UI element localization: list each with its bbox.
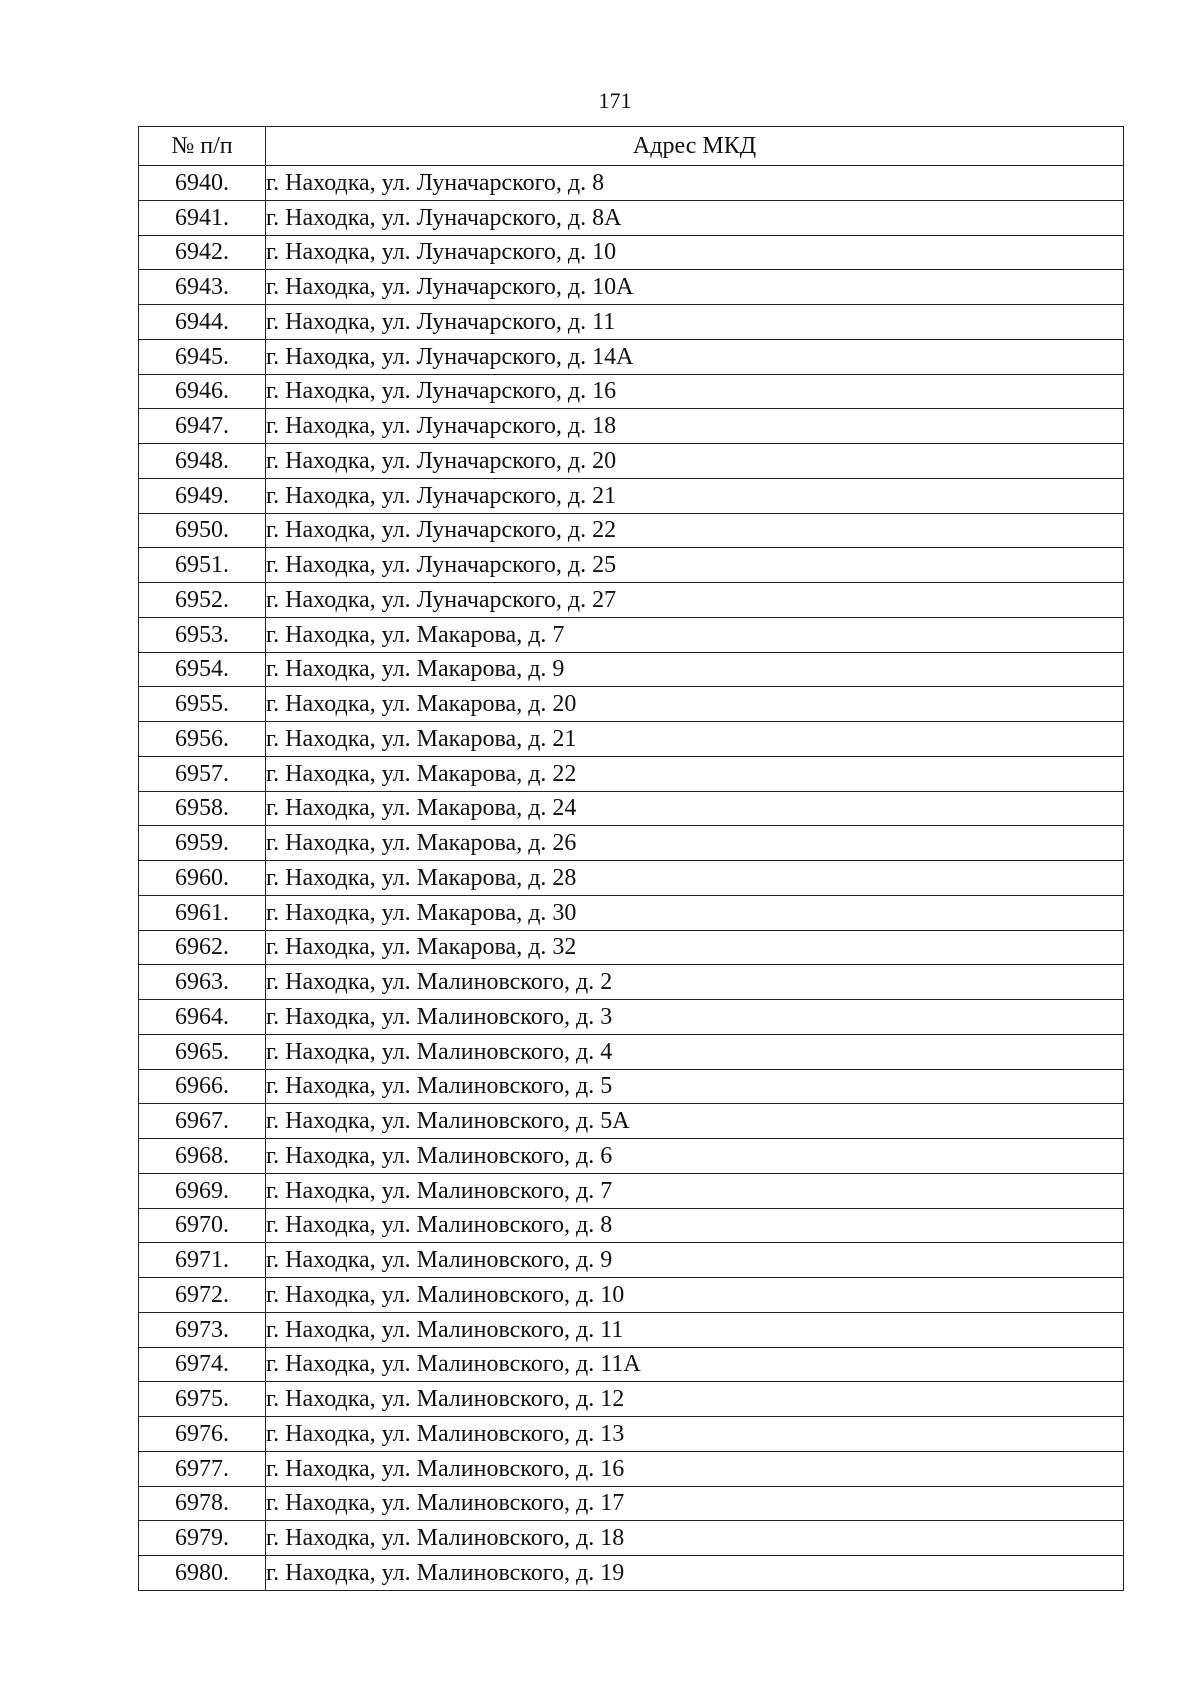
table-row [139, 1208, 1124, 1243]
row-number: 6946. [139, 374, 266, 409]
row-address: г. Находка, ул. Малиновского, д. 10 [266, 1278, 1124, 1313]
row-address: г. Находка, ул. Малиновского, д. 11 [266, 1312, 1124, 1347]
row-number: 6973. [139, 1312, 266, 1347]
address-table [138, 126, 1124, 1591]
row-number: 6962. [139, 930, 266, 965]
row-number: 6971. [139, 1243, 266, 1278]
table-row [139, 270, 1124, 305]
row-address: г. Находка, ул. Малиновского, д. 3 [266, 1000, 1124, 1035]
row-number: 6954. [139, 652, 266, 687]
row-address: г. Находка, ул. Малиновского, д. 4 [266, 1034, 1124, 1069]
header-address: Адрес МКД [266, 127, 1124, 166]
row-address: г. Находка, ул. Макарова, д. 28 [266, 861, 1124, 896]
table-row [139, 444, 1124, 479]
row-address: г. Находка, ул. Малиновского, д. 17 [266, 1486, 1124, 1521]
table-row [139, 1173, 1124, 1208]
table-row [139, 1069, 1124, 1104]
row-address: г. Находка, ул. Малиновского, д. 9 [266, 1243, 1124, 1278]
page-number: 171 [598, 88, 632, 113]
row-number: 6970. [139, 1208, 266, 1243]
table-row [139, 305, 1124, 340]
row-address: г. Находка, ул. Макарова, д. 30 [266, 895, 1124, 930]
row-number: 6955. [139, 687, 266, 722]
table-row [139, 1139, 1124, 1174]
row-number: 6977. [139, 1451, 266, 1486]
row-address: г. Находка, ул. Луначарского, д. 10 [266, 235, 1124, 270]
header-row [139, 127, 1124, 166]
table-row [139, 895, 1124, 930]
row-address: г. Находка, ул. Луначарского, д. 27 [266, 583, 1124, 618]
row-number: 6969. [139, 1173, 266, 1208]
table-row [139, 409, 1124, 444]
row-address: г. Находка, ул. Луначарского, д. 8А [266, 200, 1124, 235]
table-row [139, 478, 1124, 513]
row-address: г. Находка, ул. Малиновского, д. 12 [266, 1382, 1124, 1417]
row-number: 6960. [139, 861, 266, 896]
row-number: 6972. [139, 1278, 266, 1313]
row-number: 6949. [139, 478, 266, 513]
row-number: 6961. [139, 895, 266, 930]
row-address: г. Находка, ул. Малиновского, д. 6 [266, 1139, 1124, 1174]
row-address: г. Находка, ул. Макарова, д. 24 [266, 791, 1124, 826]
row-number: 6965. [139, 1034, 266, 1069]
row-address: г. Находка, ул. Малиновского, д. 16 [266, 1451, 1124, 1486]
row-address: г. Находка, ул. Малиновского, д. 5 [266, 1069, 1124, 1104]
row-number: 6979. [139, 1521, 266, 1556]
row-number: 6957. [139, 756, 266, 791]
row-number: 6967. [139, 1104, 266, 1139]
table-row [139, 1556, 1124, 1591]
table-row [139, 1347, 1124, 1382]
row-address: г. Находка, ул. Макарова, д. 7 [266, 617, 1124, 652]
row-address: г. Находка, ул. Луначарского, д. 11 [266, 305, 1124, 340]
row-number: 6952. [139, 583, 266, 618]
table-row [139, 1417, 1124, 1452]
row-number: 6947. [139, 409, 266, 444]
row-number: 6953. [139, 617, 266, 652]
table-row [139, 722, 1124, 757]
row-number: 6975. [139, 1382, 266, 1417]
table-row [139, 965, 1124, 1000]
row-address: г. Находка, ул. Луначарского, д. 25 [266, 548, 1124, 583]
table-row [139, 374, 1124, 409]
row-number: 6974. [139, 1347, 266, 1382]
row-address: г. Находка, ул. Макарова, д. 9 [266, 652, 1124, 687]
row-address: г. Находка, ул. Макарова, д. 20 [266, 687, 1124, 722]
row-number: 6942. [139, 235, 266, 270]
row-address: г. Находка, ул. Малиновского, д. 8 [266, 1208, 1124, 1243]
row-address: г. Находка, ул. Малиновского, д. 11А [266, 1347, 1124, 1382]
table-row [139, 1104, 1124, 1139]
row-number: 6963. [139, 965, 266, 1000]
table-row [139, 1312, 1124, 1347]
table-row [139, 235, 1124, 270]
row-number: 6966. [139, 1069, 266, 1104]
table-row [139, 583, 1124, 618]
table-row [139, 687, 1124, 722]
table-row [139, 652, 1124, 687]
table-row [139, 930, 1124, 965]
row-number: 6943. [139, 270, 266, 305]
row-number: 6950. [139, 513, 266, 548]
row-address: г. Находка, ул. Малиновского, д. 5А [266, 1104, 1124, 1139]
table-row [139, 1382, 1124, 1417]
table-row [139, 1521, 1124, 1556]
row-number: 6959. [139, 826, 266, 861]
table-row [139, 1243, 1124, 1278]
row-number: 6948. [139, 444, 266, 479]
table-header [139, 127, 1124, 166]
row-address: г. Находка, ул. Малиновского, д. 7 [266, 1173, 1124, 1208]
row-number: 6944. [139, 305, 266, 340]
table-row [139, 1034, 1124, 1069]
table-row [139, 1278, 1124, 1313]
row-number: 6951. [139, 548, 266, 583]
row-address: г. Находка, ул. Макарова, д. 22 [266, 756, 1124, 791]
row-address: г. Находка, ул. Луначарского, д. 16 [266, 374, 1124, 409]
row-number: 6956. [139, 722, 266, 757]
row-address: г. Находка, ул. Луначарского, д. 14А [266, 339, 1124, 374]
row-address: г. Находка, ул. Малиновского, д. 18 [266, 1521, 1124, 1556]
row-address: г. Находка, ул. Макарова, д. 32 [266, 930, 1124, 965]
row-number: 6941. [139, 200, 266, 235]
header-number: № п/п [139, 127, 266, 166]
row-address: г. Находка, ул. Луначарского, д. 8 [266, 166, 1124, 201]
table-row [139, 548, 1124, 583]
table-row [139, 826, 1124, 861]
table-row [139, 513, 1124, 548]
row-address: г. Находка, ул. Луначарского, д. 10А [266, 270, 1124, 305]
table-body [139, 166, 1124, 1591]
table-row [139, 1451, 1124, 1486]
row-number: 6978. [139, 1486, 266, 1521]
row-address: г. Находка, ул. Макарова, д. 21 [266, 722, 1124, 757]
row-address: г. Находка, ул. Малиновского, д. 2 [266, 965, 1124, 1000]
row-address: г. Находка, ул. Луначарского, д. 22 [266, 513, 1124, 548]
table-row [139, 791, 1124, 826]
table-row [139, 756, 1124, 791]
table-row [139, 861, 1124, 896]
table-row [139, 1486, 1124, 1521]
table-row [139, 617, 1124, 652]
row-address: г. Находка, ул. Малиновского, д. 19 [266, 1556, 1124, 1591]
row-address: г. Находка, ул. Луначарского, д. 20 [266, 444, 1124, 479]
row-address: г. Находка, ул. Макарова, д. 26 [266, 826, 1124, 861]
row-address: г. Находка, ул. Луначарского, д. 21 [266, 478, 1124, 513]
table-row [139, 339, 1124, 374]
table-row [139, 200, 1124, 235]
row-number: 6976. [139, 1417, 266, 1452]
row-number: 6940. [139, 166, 266, 201]
row-address: г. Находка, ул. Малиновского, д. 13 [266, 1417, 1124, 1452]
row-number: 6964. [139, 1000, 266, 1035]
row-number: 6980. [139, 1556, 266, 1591]
row-number: 6958. [139, 791, 266, 826]
row-number: 6945. [139, 339, 266, 374]
row-number: 6968. [139, 1139, 266, 1174]
table-row [139, 1000, 1124, 1035]
table-row [139, 166, 1124, 201]
row-address: г. Находка, ул. Луначарского, д. 18 [266, 409, 1124, 444]
